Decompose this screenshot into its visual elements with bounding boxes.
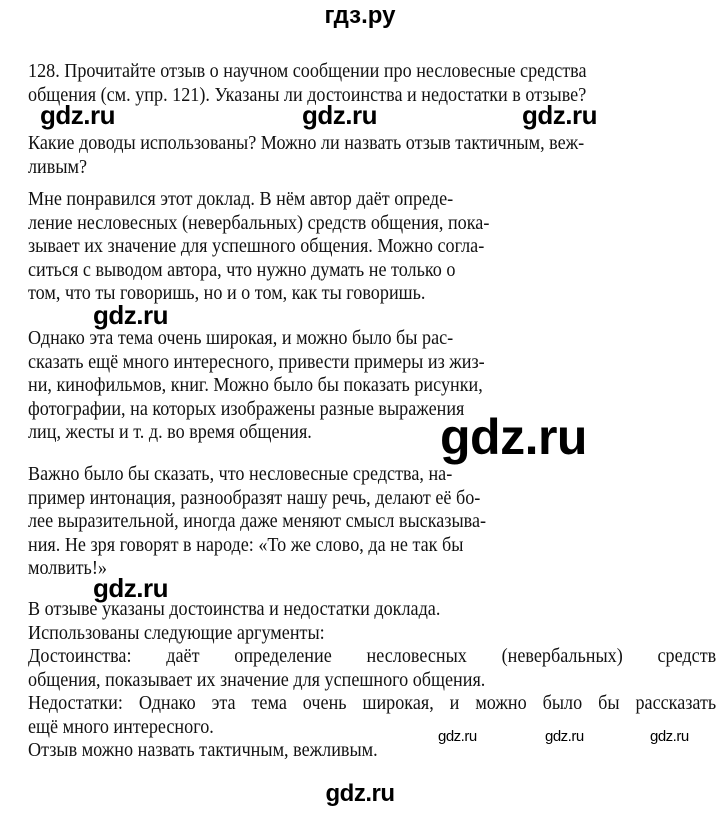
review-line: лее выразительной, иногда даже меняют смысл высказыва- <box>28 511 487 532</box>
review-line: ния. Не зря говорят в народе: «То же слово, да не так бы <box>28 534 464 556</box>
review-paragraph-1 <box>28 188 489 306</box>
answer-conclusion: Отзыв можно назвать тактичным, вежливым. <box>28 740 378 761</box>
task-line: 128. Прочитайте отзыв о научном сообщении про несловесные средства <box>28 61 587 82</box>
task-line: Какие доводы использованы? Можно ли назвать отзыв тактичным, веж- <box>28 133 585 154</box>
watermark-small: gdz.ru <box>438 728 477 745</box>
watermark: gdz.ru <box>93 573 168 603</box>
site-title: гдз.ру <box>324 2 396 29</box>
watermark: gdz.ru <box>40 100 115 130</box>
task-line: ливым? <box>28 156 88 178</box>
review-line: пример интонация, разнообразят нашу речь, делают её бо- <box>28 487 481 509</box>
review-paragraph-3 <box>28 463 486 581</box>
watermark-small: gdz.ru <box>650 728 689 745</box>
review-line: молвить!» <box>28 558 107 579</box>
review-line: фотографии, на которых изображены разные выражения <box>28 398 465 420</box>
answer-merits-line: Достоинства: даёт определение несловесных (невербальных) средств <box>28 646 717 667</box>
review-line: ситься с выводом автора, что нужно думать не только о <box>28 259 456 281</box>
answer-flaws-line: Недостатки: Однако эта тема очень широкая, и можно было бы рассказать <box>28 693 717 714</box>
task-line: общения (см. упр. 121). Указаны ли достоинства и недостатки в отзыве? <box>28 84 587 106</box>
footer-watermark: gdz.ru <box>325 780 395 807</box>
review-line: зывает их значение для успешного общения. Можно согла- <box>28 236 485 257</box>
review-line: Мне понравился этот доклад. В нём автор даёт опреде- <box>28 189 454 210</box>
review-line: сказать ещё много интересного, привести примеры из жиз- <box>28 351 485 373</box>
review-line: ни, кинофильмов, книг. Можно было бы показать рисунки, <box>28 375 483 396</box>
review-line: Однако эта тема очень широкая, и можно было бы рас- <box>28 328 454 349</box>
answer-line: ещё много интересного. <box>28 716 214 738</box>
review-paragraph-2 <box>28 327 485 445</box>
answer-line: В отзыве указаны достоинства и недостатки доклада. <box>28 599 441 620</box>
review-line: лиц, жесты и т. д. во время общения. <box>28 422 312 443</box>
review-line: ление несловесных (невербальных) средств общения, пока- <box>28 212 490 234</box>
answer-line: общения, показывает их значение для успешного общения. <box>28 669 486 691</box>
answer-block <box>28 598 716 763</box>
watermark-large: gdz.ru <box>440 409 587 465</box>
answer-line: Использованы следующие аргументы: <box>28 622 325 644</box>
watermark-small: gdz.ru <box>545 728 584 745</box>
watermark: gdz.ru <box>522 100 597 130</box>
watermark: gdz.ru <box>302 100 377 130</box>
review-line: Важно было бы сказать, что несловесные средства, на- <box>28 464 453 485</box>
watermark: gdz.ru <box>93 300 168 330</box>
review-line: том, что ты говоришь, но и о том, как ты говоришь. <box>28 283 426 304</box>
